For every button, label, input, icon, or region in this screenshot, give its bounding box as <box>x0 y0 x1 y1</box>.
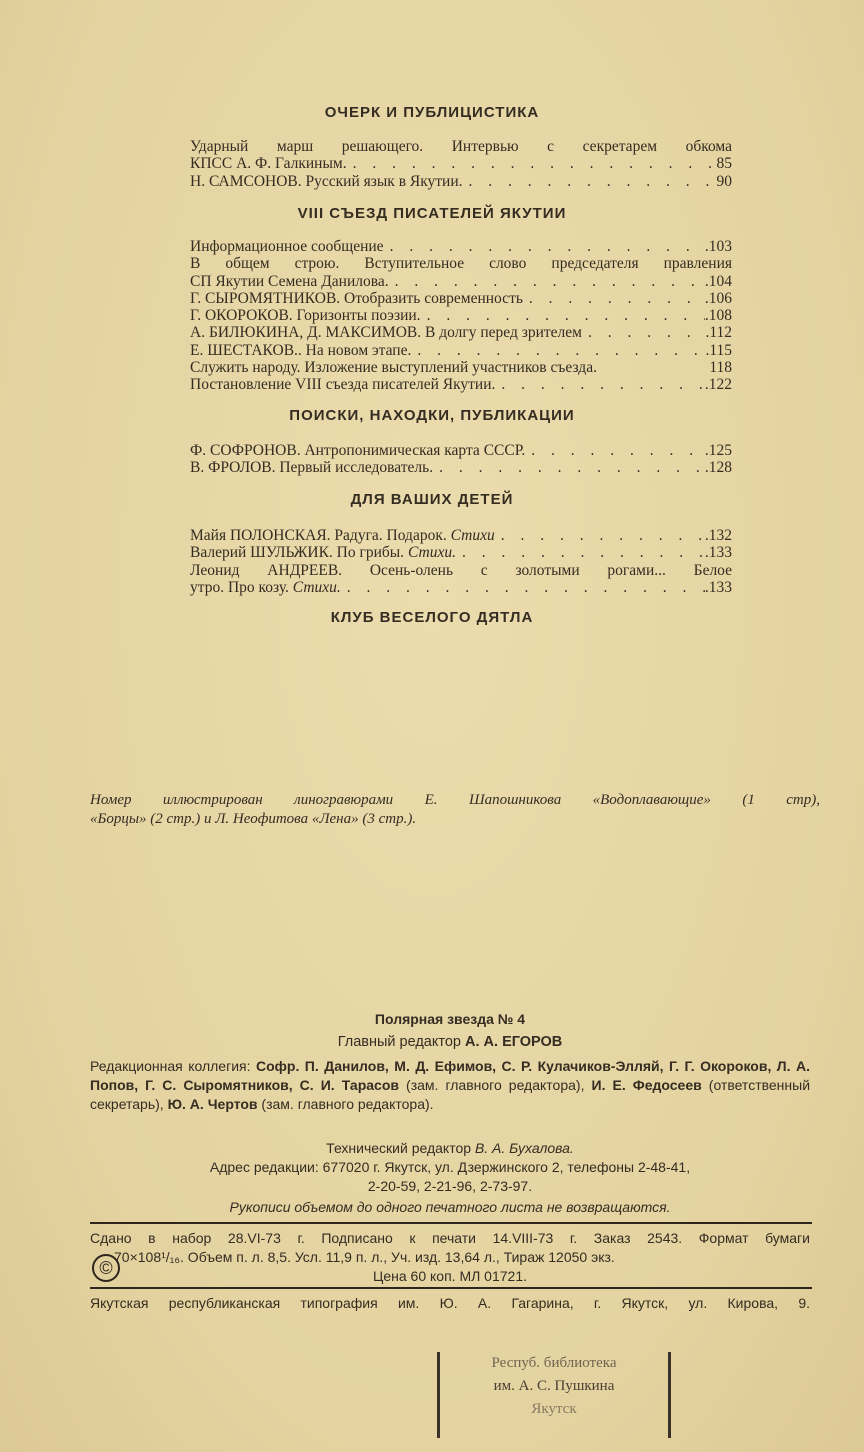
toc-entry[interactable] <box>190 376 732 393</box>
toc-entry[interactable] <box>190 273 732 290</box>
toc-entry-title: КПСС А. Ф. Галкиным. <box>190 155 347 173</box>
toc-entry-page: .115 <box>705 341 732 359</box>
issue-title: Полярная звезда № 4 <box>374 1011 526 1027</box>
tech-label: Технический редактор <box>326 1140 472 1156</box>
toc-entry-title: Г. ОКОРОКОВ. Горизонты поэзии. <box>190 307 421 325</box>
phones: 2-20-59, 2-21-96, 2-73-97. <box>367 1178 533 1194</box>
toc-entry-genre: Стихи. <box>292 578 341 596</box>
toc-entry-title: Е. ШЕСТАКОВ.. На новом этапе. <box>190 341 412 359</box>
toc-entry-page: .133 <box>704 578 732 596</box>
board-role: (зам. главного редактора). <box>261 1096 434 1112</box>
toc-section-4 <box>190 527 732 596</box>
toc-entry-lead: Леонид АНДРЕЕВ. Осень-олень с золотыми рогами... Белое <box>190 561 732 579</box>
toc-entry[interactable] <box>190 307 732 324</box>
toc-entry-title: Н. САМСОНОВ. Русский язык в Якутии. <box>190 172 463 190</box>
toc-entry-title: В. ФРОЛОВ. Первый исследователь. <box>190 459 434 477</box>
chief-editor <box>90 1033 810 1052</box>
stamp-line: Якутск <box>531 1401 577 1417</box>
toc-entry-lead: В общем строю. Вступительное слово председателя правления <box>190 255 732 273</box>
board-role: (зам. главного редактора), <box>406 1077 585 1093</box>
toc-entry[interactable] <box>190 155 732 172</box>
toc-entry-page: 90 <box>716 172 732 190</box>
toc-entry-title: СП Якутии Семена Данилова. <box>190 272 389 290</box>
tech-editor <box>90 1139 810 1158</box>
toc-entry-page: .103 <box>704 238 732 255</box>
section-heading: ДЛЯ ВАШИХ ДЕТЕЙ <box>350 491 514 508</box>
toc-entry[interactable] <box>190 527 732 544</box>
toc-entry-title: Майя ПОЛОНСКАЯ. Радуга. Подарок. <box>190 527 447 544</box>
toc-entry-page: 118 <box>709 359 732 377</box>
toc-entry[interactable] <box>190 579 732 596</box>
toc-section-1 <box>190 138 732 190</box>
board-member: Ю. А. Чертов <box>167 1096 258 1112</box>
toc-entry[interactable] <box>190 238 732 255</box>
toc-entry-page: .125 <box>704 442 732 459</box>
toc-entry[interactable] <box>190 442 732 459</box>
toc-entry[interactable] <box>190 342 732 359</box>
printer: Якутская республиканская типография им. Ю. А. Гагарина, г. Якутск, ул. Кирова, 9. <box>90 1295 810 1311</box>
toc-entry-page: .108 <box>704 307 732 325</box>
divider <box>90 1222 812 1224</box>
toc-entry-page: .122 <box>704 376 732 394</box>
toc-entry-title: утро. Про козу. <box>190 578 289 596</box>
stamp-line: Респуб. библиотека <box>491 1355 617 1371</box>
toc-entry-page: .112 <box>705 324 732 342</box>
toc-entry[interactable] <box>190 324 732 341</box>
section-heading: ОЧЕРК И ПУБЛИЦИСТИКА <box>324 104 540 121</box>
print-details <box>90 1229 810 1286</box>
toc-entry-title: Служить народу. Изложение выступлений участников съезда. <box>190 359 597 377</box>
toc-entry-title: Постановление VIII съезда писателей Якутии. <box>190 376 496 394</box>
toc-entry-page: .106 <box>704 289 732 307</box>
chief-name: А. А. ЕГОРОВ <box>465 1034 563 1050</box>
toc-entry[interactable] <box>190 173 732 190</box>
section-heading: ПОИСКИ, НАХОДКИ, ПУБЛИКАЦИИ <box>289 407 575 424</box>
copyright-icon: © <box>92 1254 120 1282</box>
toc-entry-title: Информационное сообщение <box>190 238 384 255</box>
toc-entry[interactable] <box>190 544 732 561</box>
illustration-caption <box>90 791 820 829</box>
toc-section-3 <box>190 442 732 477</box>
toc-entry-genre: Стихи <box>450 527 495 544</box>
toc-entry-page: 85 <box>716 155 732 173</box>
toc-entry-genre: Стихи. <box>407 544 456 562</box>
toc-entry-lead: Ударный марш решающего. Интервью с секретарем обкома <box>190 138 732 155</box>
toc-entry-page: .132 <box>704 527 732 544</box>
chief-label: Главный редактор <box>337 1034 461 1050</box>
toc-entry-page: .104 <box>704 272 732 290</box>
toc-entry-title: Валерий ШУЛЬЖИК. По грибы. <box>190 544 405 562</box>
address: Адрес редакции: 677020 г. Якутск, ул. Дзержинского 2, телефоны 2-48-41, <box>209 1159 691 1175</box>
toc-entry[interactable] <box>190 459 732 476</box>
board-label: Редакционная коллегия: <box>90 1058 251 1074</box>
editorial-board <box>90 1057 810 1114</box>
toc-entry-title: Ф. СОФРОНОВ. Антропонимическая карта СССР. <box>190 442 526 459</box>
divider <box>90 1287 812 1289</box>
board-role: (ответственный секретарь), <box>90 1077 811 1112</box>
caption-line: Номер иллюстрирован линогравюрами Е. Шапошникова «Водоплавающие» (1 стр), <box>90 792 820 808</box>
toc-entry-title: А. БИЛЮКИНА, Д. МАКСИМОВ. В долгу перед зрителем <box>190 324 582 342</box>
print-line: Сдано в набор 28.VI-73 г. Подписано к печати 14.VIII-73 г. Заказ 2543. Формат бумаги <box>90 1230 810 1246</box>
print-line: 70×108¹/₁₆. Объем п. л. 8,5. Усл. 11,9 п. л., Уч. изд. 13,64 л., Тираж 12050 экз. <box>114 1249 615 1265</box>
toc-entry-title: Г. СЫРОМЯТНИКОВ. Отобразить современность <box>190 289 523 307</box>
library-stamp <box>437 1352 671 1438</box>
stamp-line: им. А. С. Пушкина <box>493 1378 615 1394</box>
toc-section-2 <box>190 238 732 394</box>
manuscripts-notice: Рукописи объемом до одного печатного листа не возвращаются. <box>229 1199 671 1215</box>
section-heading: VIII СЪЕЗД ПИСАТЕЛЕЙ ЯКУТИИ <box>297 205 567 222</box>
caption-line: «Борцы» (2 стр.) и Л. Неофитова «Лена» (3 стр.). <box>90 811 417 827</box>
board-members: Софр. П. Данилов, М. Д. Ефимов, С. Р. Кулачиков-Элляй, Г. Г. Окороков, Л. А. Попов, Г. С. Сыромятников, С. И. Тарасов <box>90 1058 810 1093</box>
toc-entry[interactable] <box>190 359 732 376</box>
toc-entry[interactable] <box>190 290 732 307</box>
price: Цена 60 коп. МЛ 01721. <box>373 1268 527 1284</box>
section-heading: КЛУБ ВЕСЕЛОГО ДЯТЛА <box>330 609 534 626</box>
toc-entry-page: .133 <box>704 544 732 562</box>
tech-name: В. А. Бухалова. <box>474 1140 574 1156</box>
board-member: И. Е. Федосеев <box>591 1077 702 1093</box>
toc-entry-page: .128 <box>704 459 732 477</box>
